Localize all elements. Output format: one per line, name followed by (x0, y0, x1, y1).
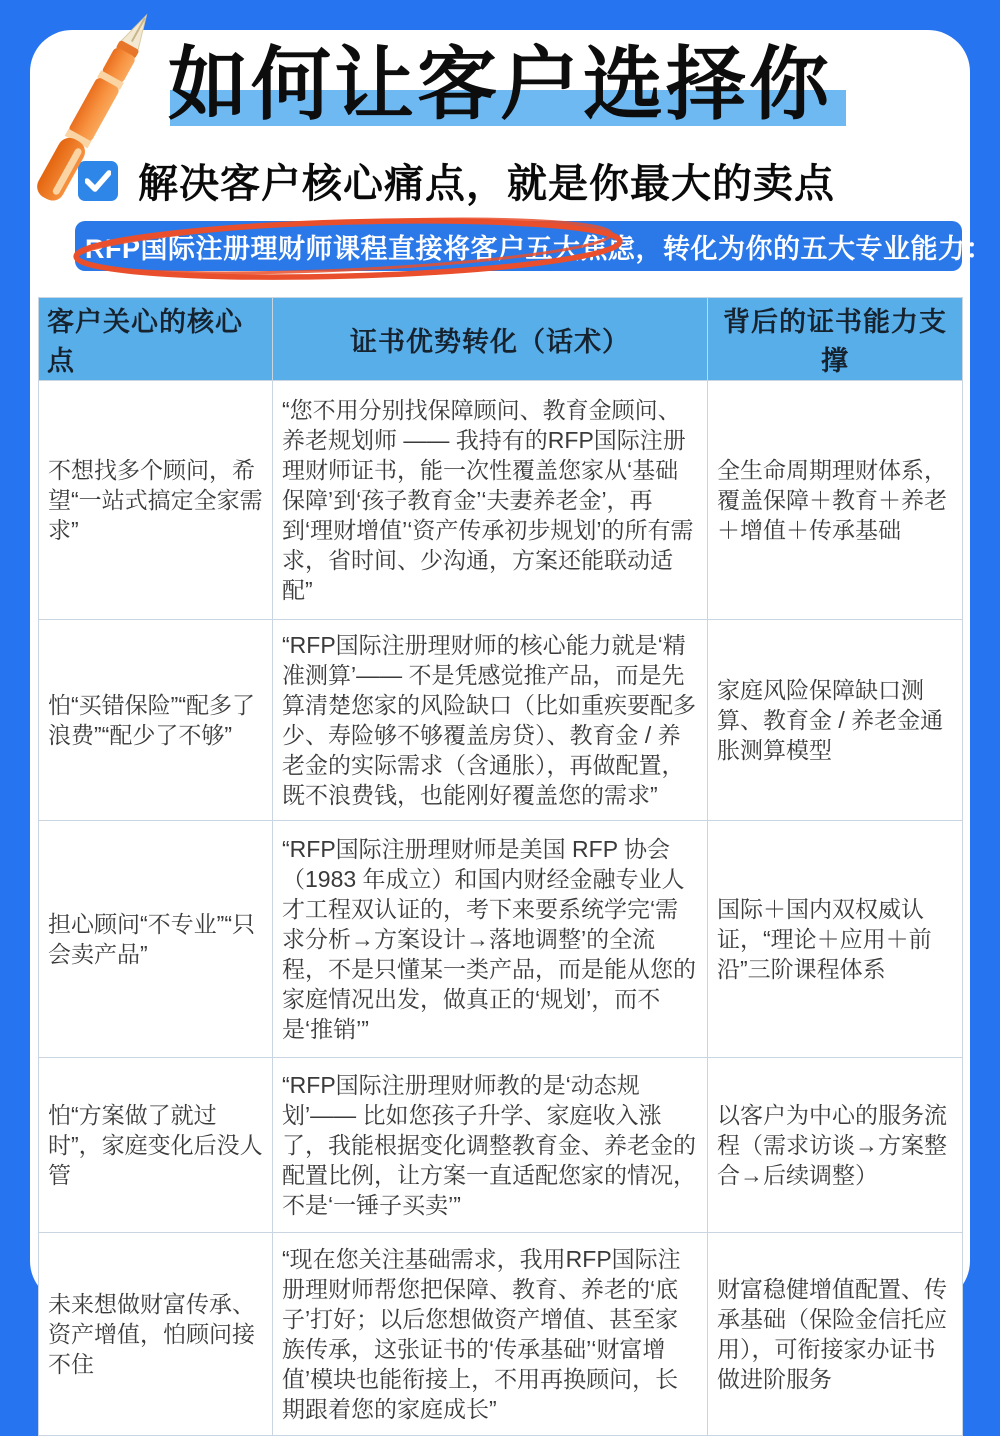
banner (75, 221, 993, 271)
pain-cell: 未来想做财富传承、资产增值，怕顾问接不住 (39, 1233, 273, 1436)
pitch-cell: “RFP国际注册理财师的核心能力就是‘精准测算’—— 不是凭感觉推产品，而是先算清楚您家的风险缺口（比如重疾要配多少、寿险够不够覆盖房贷）、教育金 / 养老金的实际需求（含通胀），再做配置，既不浪费钱，也能刚好覆盖您的需求” (273, 620, 708, 821)
header-cert-support: 背后的证书能力支撑 (708, 298, 963, 381)
pain-cell: 担心顾问“不专业”“只会卖产品” (39, 821, 273, 1058)
pitch-cell: “您不用分别找保障顾问、教育金顾问、养老规划师 —— 我持有的RFP国际注册理财师证书，能一次性覆盖您家从‘基础保障’到‘孩子教育金’‘夫妻养老金’，再到‘理财增值’‘资产传承初步规划’的所有需求，省时间、少沟通，方案还能联动适配” (273, 381, 708, 620)
pain-cell: 不想找多个顾问，希望“一站式搞定全家需求” (39, 381, 273, 620)
pitch-cell: “RFP国际注册理财师教的是‘动态规划’—— 比如您孩子升学、家庭收入涨了，我能根据变化调整教育金、养老金的配置比例，让方案一直适配您家的情况，不是‘一锤子买卖’” (273, 1058, 708, 1233)
checklist-row (78, 152, 970, 209)
support-cell: 国际＋国内双权威认证，“理论＋应用＋前沿”三阶课程体系 (708, 821, 963, 1058)
support-cell: 全生命周期理财体系，覆盖保障＋教育＋养老＋增值＋传承基础 (708, 381, 963, 620)
pain-cell: 怕“方案做了就过时”，家庭变化后没人管 (39, 1058, 273, 1233)
banner-highlight-text: RFP国际注册理财师课程 (85, 233, 388, 264)
comparison-table (38, 297, 963, 1436)
fountain-pen-icon (0, 0, 190, 226)
table-row (39, 1233, 963, 1436)
banner-section (75, 221, 993, 271)
table-row (39, 381, 963, 620)
table-row (39, 620, 963, 821)
support-cell: 财富稳健增值配置、传承基础（保险金信托应用），可衔接家办证书做进阶服务 (708, 1233, 963, 1436)
support-cell: 以客户为中心的服务流程（需求访谈→方案整合→后续调整） (708, 1058, 963, 1233)
pitch-cell: “RFP国际注册理财师是美国 RFP 协会（1983 年成立）和国内财经金融专业人才工程双认证的，考下来要系统学完‘需求分析→方案设计→落地调整’的全流程，不是只懂某一类产品，而是能从您的家庭情况出发，做真正的‘规划’，而不是‘推销’” (273, 821, 708, 1058)
checklist-text: 解决客户核心痛点，就是你最大的卖点 (138, 162, 835, 206)
pitch-cell: “现在您关注基础需求，我用RFP国际注册理财师帮您把保障、教育、养老的‘底子’打好；以后您想做资产增值、甚至家族传承，这张证书的‘传承基础’‘财富增值’模块也能衔接上，不用再换顾问，长期跟着您的家庭成长” (273, 1233, 708, 1436)
pain-cell: 怕“买错保险”“配多了浪费”“配少了不够” (39, 620, 273, 821)
table-header-row (39, 298, 963, 381)
support-cell: 家庭风险保障缺口测算、教育金 / 养老金通胀测算模型 (708, 620, 963, 821)
header-cert-pitch: 证书优势转化（话术） (273, 298, 708, 381)
page-title: 如何让客户选择你 (168, 40, 832, 129)
table-row (39, 821, 963, 1058)
header-core-points: 客户关心的核心点 (39, 298, 273, 381)
banner-rest-text: 直接将客户五大焦虑，转化为你的五大专业能力： (388, 233, 993, 264)
table-row (39, 1058, 963, 1233)
